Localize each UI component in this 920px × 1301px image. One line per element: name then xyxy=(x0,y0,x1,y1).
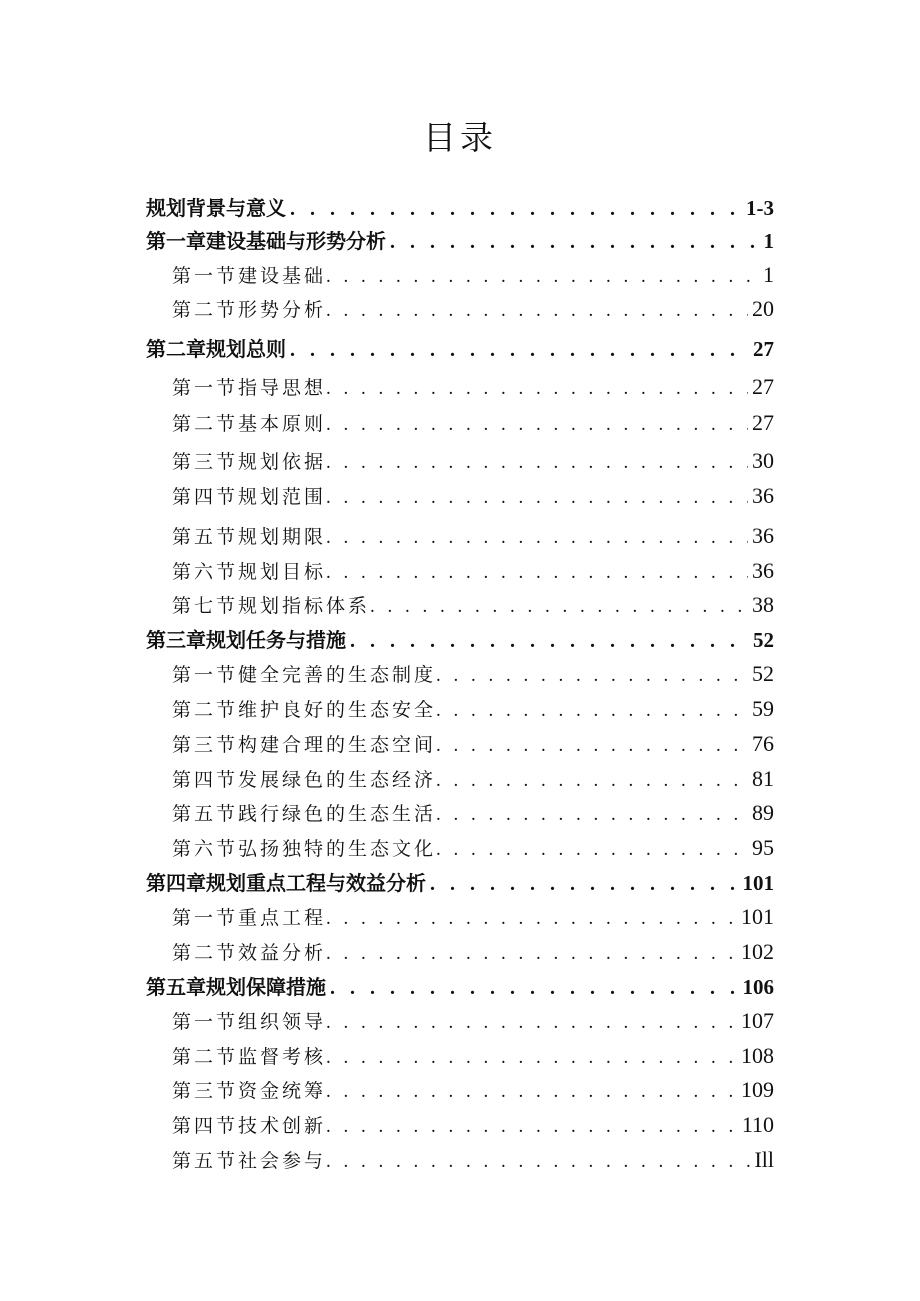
toc-entry-label: 第一节指导思想 xyxy=(172,377,327,399)
toc-leader-dots xyxy=(326,296,748,324)
toc-section-entry[interactable] xyxy=(172,937,774,967)
toc-page-number: 101 xyxy=(741,904,774,929)
toc-chapter-entry[interactable] xyxy=(146,625,774,655)
toc-section-entry[interactable] xyxy=(172,1110,774,1140)
toc-section-entry[interactable] xyxy=(172,833,774,863)
toc-leader-dots xyxy=(326,939,737,967)
toc-entry-label: 第二节维护良好的生态安全 xyxy=(172,699,437,721)
toc-leader-dots xyxy=(326,1147,750,1175)
toc-leader-dots xyxy=(436,661,748,689)
toc-section-entry[interactable] xyxy=(172,1145,774,1175)
toc-leader-dots xyxy=(326,558,748,586)
toc-chapter-entry[interactable] xyxy=(146,972,774,1002)
toc-entry-label: 第四节规划范围 xyxy=(172,486,327,508)
toc-leader-dots xyxy=(326,374,748,402)
toc-leader-dots xyxy=(326,448,748,476)
toc-section-entry[interactable] xyxy=(172,408,774,438)
toc-section-entry[interactable] xyxy=(172,764,774,794)
toc-leader-dots xyxy=(290,194,742,223)
toc-section-entry[interactable] xyxy=(172,694,774,724)
toc-entry-label: 第二章规划总则 xyxy=(146,337,286,361)
toc-page-number: 1-3 xyxy=(746,196,774,220)
toc-section-entry[interactable] xyxy=(172,590,774,620)
toc-entry-label: 第三章规划任务与措施 xyxy=(146,628,346,652)
toc-leader-dots xyxy=(326,262,759,290)
toc-page-number: 27 xyxy=(752,374,774,399)
toc-page-number: 102 xyxy=(741,939,774,964)
toc-leader-dots xyxy=(330,973,739,1002)
toc-entry-label: 规划背景与意义 xyxy=(146,196,286,220)
toc-leader-dots xyxy=(290,335,749,364)
toc-entry-label: 第五节践行绿色的生态生活 xyxy=(172,803,437,825)
toc-entry-label: 第一节组织领导 xyxy=(172,1011,327,1033)
toc-page-number: 110 xyxy=(741,1112,774,1137)
toc-leader-dots xyxy=(326,1008,737,1036)
toc-entry-label: 第三节规划依据 xyxy=(172,451,327,473)
toc-entry-label: 第一章建设基础与形势分析 xyxy=(146,229,386,253)
toc-entry-label: 第二节监督考核 xyxy=(172,1046,327,1068)
toc-entry-label: 第五节社会参与 xyxy=(172,1150,327,1172)
toc-page-number: 27 xyxy=(752,410,774,435)
toc-entry-label: 第一节重点工程 xyxy=(172,907,327,929)
toc-chapter-entry[interactable] xyxy=(146,226,774,256)
toc-page-number: 36 xyxy=(752,523,774,548)
toc-page-number: 52 xyxy=(753,628,774,652)
toc-entry-label: 第二节效益分析 xyxy=(172,942,327,964)
toc-leader-dots xyxy=(326,1112,738,1140)
toc-leader-dots xyxy=(326,410,748,438)
toc-leader-dots xyxy=(430,869,739,898)
toc-entry-label: 第五节规划期限 xyxy=(172,526,327,548)
toc-page-number: 20 xyxy=(752,296,774,321)
toc-leader-dots xyxy=(326,1043,737,1071)
toc-page-number: 36 xyxy=(752,558,774,583)
toc-page-number: 106 xyxy=(742,975,774,999)
toc-entry-label: 第七节规划指标体系 xyxy=(172,595,371,617)
toc-page-number: 76 xyxy=(752,731,774,756)
toc-page-number: 27 xyxy=(753,337,774,361)
toc-page-number: 81 xyxy=(752,766,774,791)
toc-entry-label: 第三节构建合理的生态空间 xyxy=(172,734,437,756)
page-title: 目录 xyxy=(423,118,497,157)
toc-leader-dots xyxy=(390,227,760,256)
toc-page-number: 30 xyxy=(752,448,774,473)
toc-page-number: 1 xyxy=(763,262,774,287)
toc-page-number: 95 xyxy=(752,835,774,860)
toc-entry-label: 第三节资金统筹 xyxy=(172,1080,327,1102)
toc-leader-dots xyxy=(326,523,748,551)
toc-section-entry[interactable] xyxy=(172,1041,774,1071)
toc-page-number: Ill xyxy=(754,1147,774,1172)
toc-leader-dots xyxy=(326,904,737,932)
toc-entry-label: 第四节发展绿色的生态经济 xyxy=(172,769,437,791)
toc-entry-label: 第一节建设基础 xyxy=(172,265,327,287)
toc-page-number: 107 xyxy=(741,1008,774,1033)
toc-leader-dots xyxy=(436,766,748,794)
toc-section-entry[interactable] xyxy=(172,902,774,932)
toc-page-number: 59 xyxy=(752,696,774,721)
toc-section-entry[interactable] xyxy=(172,1075,774,1105)
toc-entry-label: 第四章规划重点工程与效益分析 xyxy=(146,871,426,895)
toc-leader-dots xyxy=(436,800,748,828)
toc-entry-label: 第四节技术创新 xyxy=(172,1115,327,1137)
toc-entry-label: 第一节健全完善的生态制度 xyxy=(172,664,437,686)
toc-entry-label: 第五章规划保障措施 xyxy=(146,975,326,999)
toc-entry-label: 第二节基本原则 xyxy=(172,413,327,435)
toc-section-entry[interactable] xyxy=(172,294,774,324)
toc-page-number: 52 xyxy=(752,661,774,686)
toc-chapter-entry[interactable] xyxy=(146,193,774,223)
toc-section-entry[interactable] xyxy=(172,798,774,828)
toc-entry-label: 第六节弘扬独特的生态文化 xyxy=(172,838,437,860)
toc-section-entry[interactable] xyxy=(172,729,774,759)
toc-leader-dots xyxy=(370,592,748,620)
toc-section-entry[interactable] xyxy=(172,659,774,689)
toc-section-entry[interactable] xyxy=(172,521,774,551)
toc-section-entry[interactable] xyxy=(172,446,774,476)
toc-leader-dots xyxy=(436,731,748,759)
toc-section-entry[interactable] xyxy=(172,481,774,511)
toc-chapter-entry[interactable] xyxy=(146,868,774,898)
toc-page-number: 101 xyxy=(742,871,774,895)
toc-page-number: 1 xyxy=(763,229,774,253)
toc-page-number: 36 xyxy=(752,483,774,508)
toc-section-entry[interactable] xyxy=(172,260,774,290)
toc-leader-dots xyxy=(436,835,748,863)
toc-page-number: 109 xyxy=(741,1077,774,1102)
toc-leader-dots xyxy=(436,696,748,724)
toc-leader-dots xyxy=(326,1077,737,1105)
toc-entry-label: 第六节规划目标 xyxy=(172,561,327,583)
toc-page-number: 108 xyxy=(741,1043,774,1068)
toc-section-entry[interactable] xyxy=(172,556,774,586)
toc-entry-label: 第二节形势分析 xyxy=(172,299,327,321)
toc-section-entry[interactable] xyxy=(172,1006,774,1036)
toc-chapter-entry[interactable] xyxy=(146,334,774,364)
toc-page-number: 38 xyxy=(752,592,774,617)
toc-leader-dots xyxy=(350,626,749,655)
toc-section-entry[interactable] xyxy=(172,372,774,402)
toc-leader-dots xyxy=(326,483,748,511)
toc-page-number: 89 xyxy=(752,800,774,825)
